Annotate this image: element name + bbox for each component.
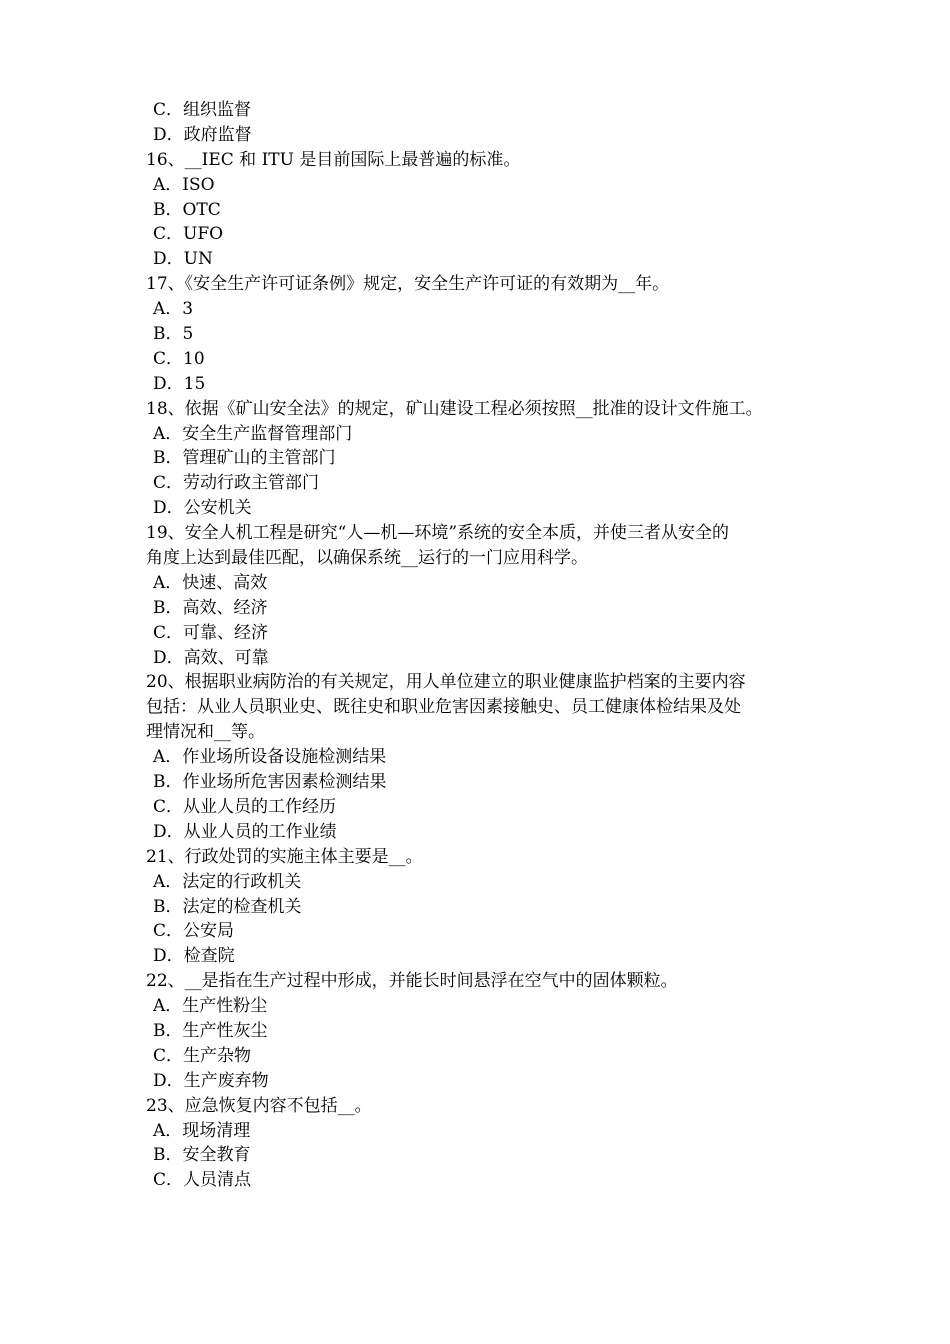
question-text: 21、行政处罚的实施主体主要是__。 [146,846,423,867]
option-letter: D [153,373,167,394]
answer-option [146,795,826,820]
option-letter: B [153,324,166,345]
question-text: 18、依据《矿山安全法》的规定，矿山建设工程必须按照__批准的设计文件施工。 [146,398,763,419]
option-separator: ． [165,896,183,917]
answer-option [146,173,826,198]
option-separator: ． [165,1120,183,1141]
answer-option [146,322,826,347]
question-block [146,272,826,396]
option-separator: ． [166,796,184,817]
answer-option [146,745,826,770]
option-letter: A [153,299,166,320]
answer-option [146,596,826,621]
option-text: 15 [183,373,206,394]
option-separator: ． [166,1070,184,1091]
option-text: 从业人员的工作经历 [183,796,337,817]
option-text: 组织监督 [183,100,252,120]
option-letter: B [153,1145,166,1166]
answer-option [146,770,826,795]
option-separator: ． [166,921,184,942]
option-letter: C [153,622,167,643]
question-text: 角度上达到最佳匹配，以确保系统__运行的一门应用科学。 [146,548,588,569]
option-text: 管理矿山的主管部门 [182,448,336,469]
option-text: 劳动行政主管部门 [183,473,320,494]
answer-option [146,471,826,496]
option-text: 高效、可靠 [183,647,269,668]
option-separator: ． [166,348,184,369]
option-text: 法定的检查机关 [182,896,302,917]
option-separator: ． [165,1145,183,1166]
option-text: 生产性灰尘 [182,1020,268,1041]
option-text: 政府监督 [183,124,252,145]
option-text: 生产性粉尘 [182,996,268,1017]
option-text: 作业场所危害因素检测结果 [182,772,387,793]
question-block [146,397,826,521]
option-separator: ． [165,772,183,793]
option-letter: C [153,1045,167,1066]
option-letter: C [153,224,167,245]
option-letter: B [153,1020,166,1041]
option-letter: C [153,796,167,817]
option-letter: D [153,249,167,270]
option-separator: ． [165,448,183,469]
option-letter: C [153,921,167,942]
option-letter: A [153,174,166,195]
option-separator: ． [166,946,184,967]
option-letter: C [153,100,167,120]
option-letter: B [153,597,166,618]
answer-option [146,870,826,895]
option-separator: ． [165,597,183,618]
option-letter: C [153,473,167,494]
option-separator: ． [165,324,183,345]
option-text: 3 [182,299,194,320]
option-text: 从业人员的工作业绩 [183,821,337,842]
option-separator: ． [166,1045,184,1066]
answer-option [146,1168,826,1193]
answer-option [146,919,826,944]
option-letter: D [153,498,167,519]
option-letter: B [153,199,166,220]
option-separator: ． [165,572,183,593]
option-letter: A [153,747,166,768]
option-separator: ． [165,199,183,220]
option-separator: ． [166,821,184,842]
option-text: 作业场所设备设施检测结果 [182,747,387,768]
question-list [146,148,826,1193]
option-separator: ． [166,1170,184,1191]
answer-option [146,422,826,447]
answer-option [146,621,826,646]
answer-option [146,1119,826,1144]
option-text: 人员清点 [183,1170,252,1191]
option-separator: ． [166,622,184,643]
option-text: OTC [182,199,221,220]
option-text: 检查院 [183,946,235,967]
option-text: 安全生产监督管理部门 [182,423,353,444]
option-text: UFO [183,224,224,245]
option-letter: A [153,572,166,593]
option-separator: ． [166,373,184,394]
option-text: 生产杂物 [183,1045,252,1066]
question-text: 20、根据职业病防治的有关规定，用人单位建立的职业健康监护档案的主要内容 [146,672,746,693]
question-text: 理情况和__等。 [146,722,265,743]
option-letter: D [153,946,167,967]
answer-option [146,347,826,372]
question-text: 19、安全人机工程是研究“人—机—环境”系统的安全本质，并使三者从安全的 [146,523,730,544]
answer-option [146,297,826,322]
answer-option [146,98,826,123]
option-letter: D [153,124,167,145]
option-text: 5 [182,324,194,345]
option-text: 法定的行政机关 [182,871,302,892]
option-text: ISO [182,174,215,195]
answer-option [146,496,826,521]
document-page [146,98,826,1193]
answer-option [146,372,826,397]
answer-option [146,1143,826,1168]
answer-option [146,446,826,471]
answer-option [146,1044,826,1069]
option-separator: ． [166,473,184,494]
answer-option [146,646,826,671]
option-text: UN [183,249,213,270]
option-separator: ． [166,124,184,145]
option-text: 公安机关 [183,498,252,519]
question-text: 17、《安全生产许可证条例》规定，安全生产许可证的有效期为__年。 [146,274,670,295]
question-block [146,670,826,844]
option-separator: ． [165,1020,183,1041]
option-letter: D [153,1070,167,1091]
option-letter: B [153,448,166,469]
option-text: 可靠、经济 [183,622,269,643]
option-text: 安全教育 [182,1145,251,1166]
option-separator: ． [166,100,184,120]
option-separator: ． [165,174,183,195]
answer-option [146,895,826,920]
answer-option [146,944,826,969]
question-text: 23、应急恢复内容不包括__。 [146,1095,372,1116]
option-separator: ． [166,498,184,519]
answer-option [146,247,826,272]
option-separator: ． [165,423,183,444]
question-block [146,969,826,1093]
option-letter: D [153,647,167,668]
option-separator: ． [165,299,183,320]
option-text: 高效、经济 [182,597,268,618]
option-letter: A [153,423,166,444]
question-block [146,845,826,969]
question-text: 22、__是指在生产过程中形成，并能长时间悬浮在空气中的固体颗粒。 [146,971,678,992]
option-letter: B [153,896,166,917]
question-block [146,1094,826,1194]
option-letter: A [153,996,166,1017]
answer-option [146,571,826,596]
answer-option [146,994,826,1019]
answer-option [146,222,826,247]
option-letter: C [153,1170,167,1191]
answer-option [146,123,826,148]
answer-option [146,820,826,845]
option-separator: ． [165,747,183,768]
option-letter: A [153,1120,166,1141]
answer-option [146,1019,826,1044]
option-letter: B [153,772,166,793]
option-letter: D [153,821,167,842]
option-letter: A [153,871,166,892]
question-text: 包括：从业人员职业史、既往史和职业危害因素接触史、员工健康体检结果及处 [146,697,741,718]
option-separator: ． [166,224,184,245]
question-text: 16、__IEC 和 ITU 是目前国际上最普遍的标准。 [146,149,521,170]
option-text: 10 [183,348,205,369]
option-separator: ． [165,871,183,892]
option-letter: C [153,348,167,369]
previous-question-options [146,98,826,148]
answer-option [146,198,826,223]
option-separator: ． [166,249,184,270]
question-block [146,521,826,670]
option-separator: ． [166,647,184,668]
question-block [146,148,826,272]
answer-option [146,1069,826,1094]
option-text: 快速、高效 [182,572,268,593]
option-text: 生产废弃物 [183,1070,269,1091]
option-text: 公安局 [183,921,235,942]
option-separator: ． [165,996,183,1017]
option-text: 现场清理 [182,1120,251,1141]
